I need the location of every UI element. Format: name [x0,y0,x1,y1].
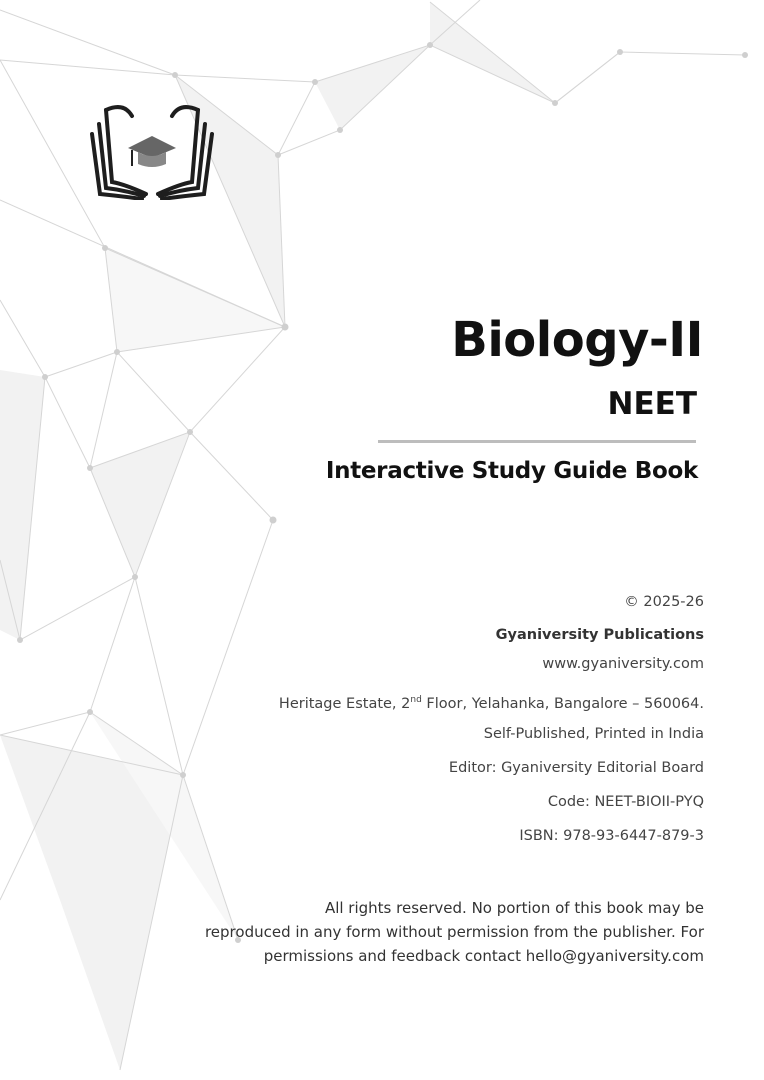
copyright: © 2025-26 [624,594,704,610]
address-pre: Heritage Estate, 2 [278,695,411,712]
rights-notice [205,896,704,968]
book-title: Biology-II [451,312,703,368]
printing-info: Self-Published, Printed in India [483,726,704,742]
isbn: ISBN: 978-93-6447-879-3 [519,828,704,844]
website: www.gyaniversity.com [542,656,704,672]
title-divider [378,440,696,443]
address-sup: nd [410,695,422,705]
book-code: Code: NEET-BIOII-PYQ [547,794,704,810]
rights-line-2: reproduced in any form without permission from the publisher. For [204,923,704,941]
address-post: Floor, Yelahanka, Bangalore – 560064. [421,695,704,712]
open-book-graduation-cap-icon [84,96,220,200]
exam-name: NEET [607,386,697,422]
editor: Editor: Gyaniversity Editorial Board [448,760,704,776]
rights-line-3: permissions and feedback contact hello@gyaniversity.com [263,947,704,965]
publisher: Gyaniversity Publications [495,627,704,643]
rights-line-1: All rights reserved. No portion of this book may be [324,899,704,917]
address [279,691,704,713]
book-subtitle: Interactive Study Guide Book [325,458,698,484]
